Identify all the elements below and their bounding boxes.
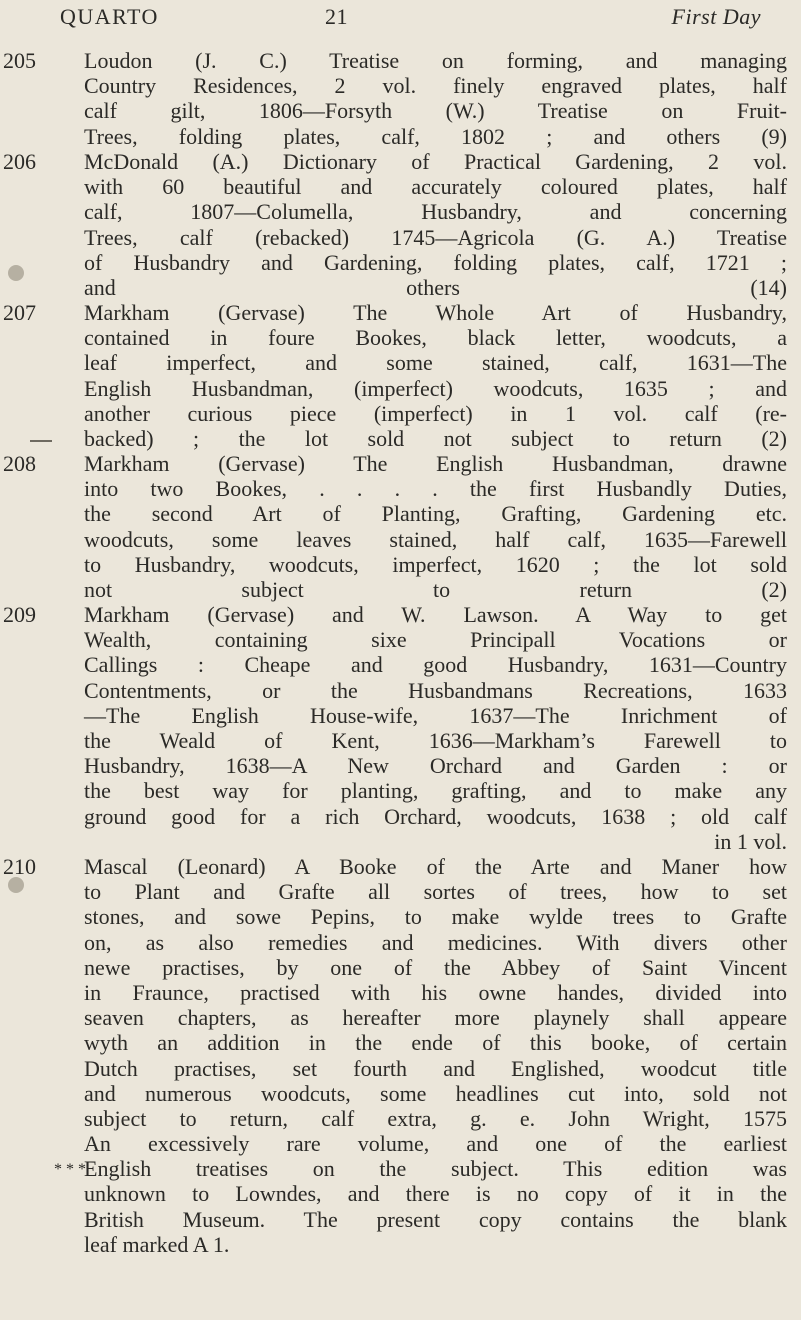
entry-line: McDonald (A.) Dictionary of Practical Gardening, 2 vol. xyxy=(84,149,787,174)
entry-line: Mascal (Leonard) A Booke of the Arte and Maner how xyxy=(84,854,787,879)
page-header xyxy=(60,4,761,44)
entry-line: —The English House-wife, 1637—The Inrichment of xyxy=(84,702,787,728)
entry-line: on, as also remedies and medicines. With divers other xyxy=(84,929,787,955)
entry-line: another curious piece (imperfect) in 1 vol. calf (re- xyxy=(84,400,787,426)
entry-line: in 1 vol. xyxy=(714,828,787,854)
entry-line: unknown to Lowndes, and there is no copy of it in the xyxy=(84,1181,787,1207)
entry-line: into two Bookes, . . . . the first Husbandly Duties, xyxy=(84,476,787,502)
entry-line: Markham (Gervase) and W. Lawson. A Way to get xyxy=(84,602,787,627)
entry-line: Trees, calf (rebacked) 1745—Agricola (G. A.) Treatise xyxy=(84,224,787,250)
entry-line: with 60 beautiful and accurately coloured plates, half xyxy=(84,174,787,200)
entry-line: subject to return, calf extra, g. e. John Wright, 1575 xyxy=(84,1105,787,1131)
entry-line: Markham (Gervase) The Whole Art of Husbandry, xyxy=(84,300,787,325)
section-label: QUARTO xyxy=(60,4,159,29)
entry-line: backed) ; the lot sold not subject to return (2) xyxy=(84,425,787,451)
entry-line: calf, 1807—Columella, Husbandry, and concerning xyxy=(84,199,787,225)
binding-hole-mark xyxy=(8,877,24,893)
entry-line: An excessively rare volume, and one of the earliest xyxy=(84,1131,787,1157)
asterisk-marks: * * * xyxy=(54,1161,86,1178)
entry-line: stones, and sowe Pepins, to make wylde trees to Grafte xyxy=(84,904,787,930)
entry-line: leaf imperfect, and some stained, calf, 1631—The xyxy=(84,350,787,376)
lot-entry xyxy=(3,602,787,854)
entry-line: English Husbandman, (imperfect) woodcuts, 1635 ; and xyxy=(84,375,787,401)
lot-entry xyxy=(3,451,787,602)
page-number: 21 xyxy=(325,4,348,29)
lot-entry xyxy=(3,149,787,300)
entry-line: newe practises, by one of the Abbey of Saint Vincent xyxy=(84,954,787,980)
entry-line: Markham (Gervase) The English Husbandman, drawne xyxy=(84,451,787,476)
entry-line: to Husbandry, woodcuts, imperfect, 1620 ; the lot sold xyxy=(84,551,787,577)
entry-line: and others (14) xyxy=(84,274,787,300)
lot-number: 208 xyxy=(3,451,36,476)
day-label: First Day xyxy=(671,4,761,29)
entry-line: Husbandry, 1638—A New Orchard and Garden : or xyxy=(84,753,787,779)
entry-line: Dutch practises, set fourth and Englished, woodcut title xyxy=(84,1055,787,1081)
entry-line: English treatises on the subject. This edition was xyxy=(84,1156,787,1182)
entry-line: calf gilt, 1806—Forsyth (W.) Treatise on Fruit- xyxy=(84,98,787,124)
entry-line: Loudon (J. C.) Treatise on forming, and managing xyxy=(84,48,787,73)
entry-line: Wealth, containing sixe Principall Vocations or xyxy=(84,627,787,653)
entry-line: of Husbandry and Gardening, folding plates, calf, 1721 ; xyxy=(84,249,787,275)
entry-line: to Plant and Grafte all sortes of trees, how to set xyxy=(84,879,787,905)
binding-hole-mark xyxy=(8,265,24,281)
entry-line: the Weald of Kent, 1636—Markham’s Farewell to xyxy=(84,727,787,753)
lot-number: 206 xyxy=(3,149,36,174)
lot-number: 210 xyxy=(3,854,36,879)
lot-entry xyxy=(3,48,787,149)
entry-line: Trees, folding plates, calf, 1802 ; and others (9) xyxy=(84,123,787,149)
lot-number: 205 xyxy=(3,48,36,73)
entry-line: ground good for a rich Orchard, woodcuts, 1638 ; old calf xyxy=(84,803,787,829)
entry-line: in Fraunce, practised with his owne handes, divided into xyxy=(84,979,787,1005)
entry-line: wyth an addition in the ende of this booke, of certain xyxy=(84,1030,787,1056)
lot-number: 207 xyxy=(3,300,36,325)
entry-line: the second Art of Planting, Grafting, Gardening etc. xyxy=(84,501,787,527)
entry-line: Callings : Cheape and good Husbandry, 1631—Country xyxy=(84,652,787,678)
entry-line: contained in foure Bookes, black letter, woodcuts, a xyxy=(84,325,787,351)
entry-line: woodcuts, some leaves stained, half calf, 1635—Farewell xyxy=(84,526,787,552)
entry-line: and numerous woodcuts, some headlines cut into, sold not xyxy=(84,1080,787,1106)
margin-dash xyxy=(30,440,52,442)
lot-entry xyxy=(3,854,787,1257)
entry-line: leaf marked A 1. xyxy=(84,1231,230,1257)
entry-line: Country Residences, 2 vol. finely engraved plates, half xyxy=(84,73,787,99)
entry-line: Contentments, or the Husbandmans Recreations, 1633 xyxy=(84,677,787,703)
lot-number: 209 xyxy=(3,602,36,627)
entry-line: the best way for planting, grafting, and to make any xyxy=(84,778,787,804)
entry-line: seaven chapters, as hereafter more playnely shall appeare xyxy=(84,1005,787,1031)
lot-entry xyxy=(3,300,787,451)
entry-line: British Museum. The present copy contains the blank xyxy=(84,1206,787,1232)
entry-line: not subject to return (2) xyxy=(84,576,787,602)
